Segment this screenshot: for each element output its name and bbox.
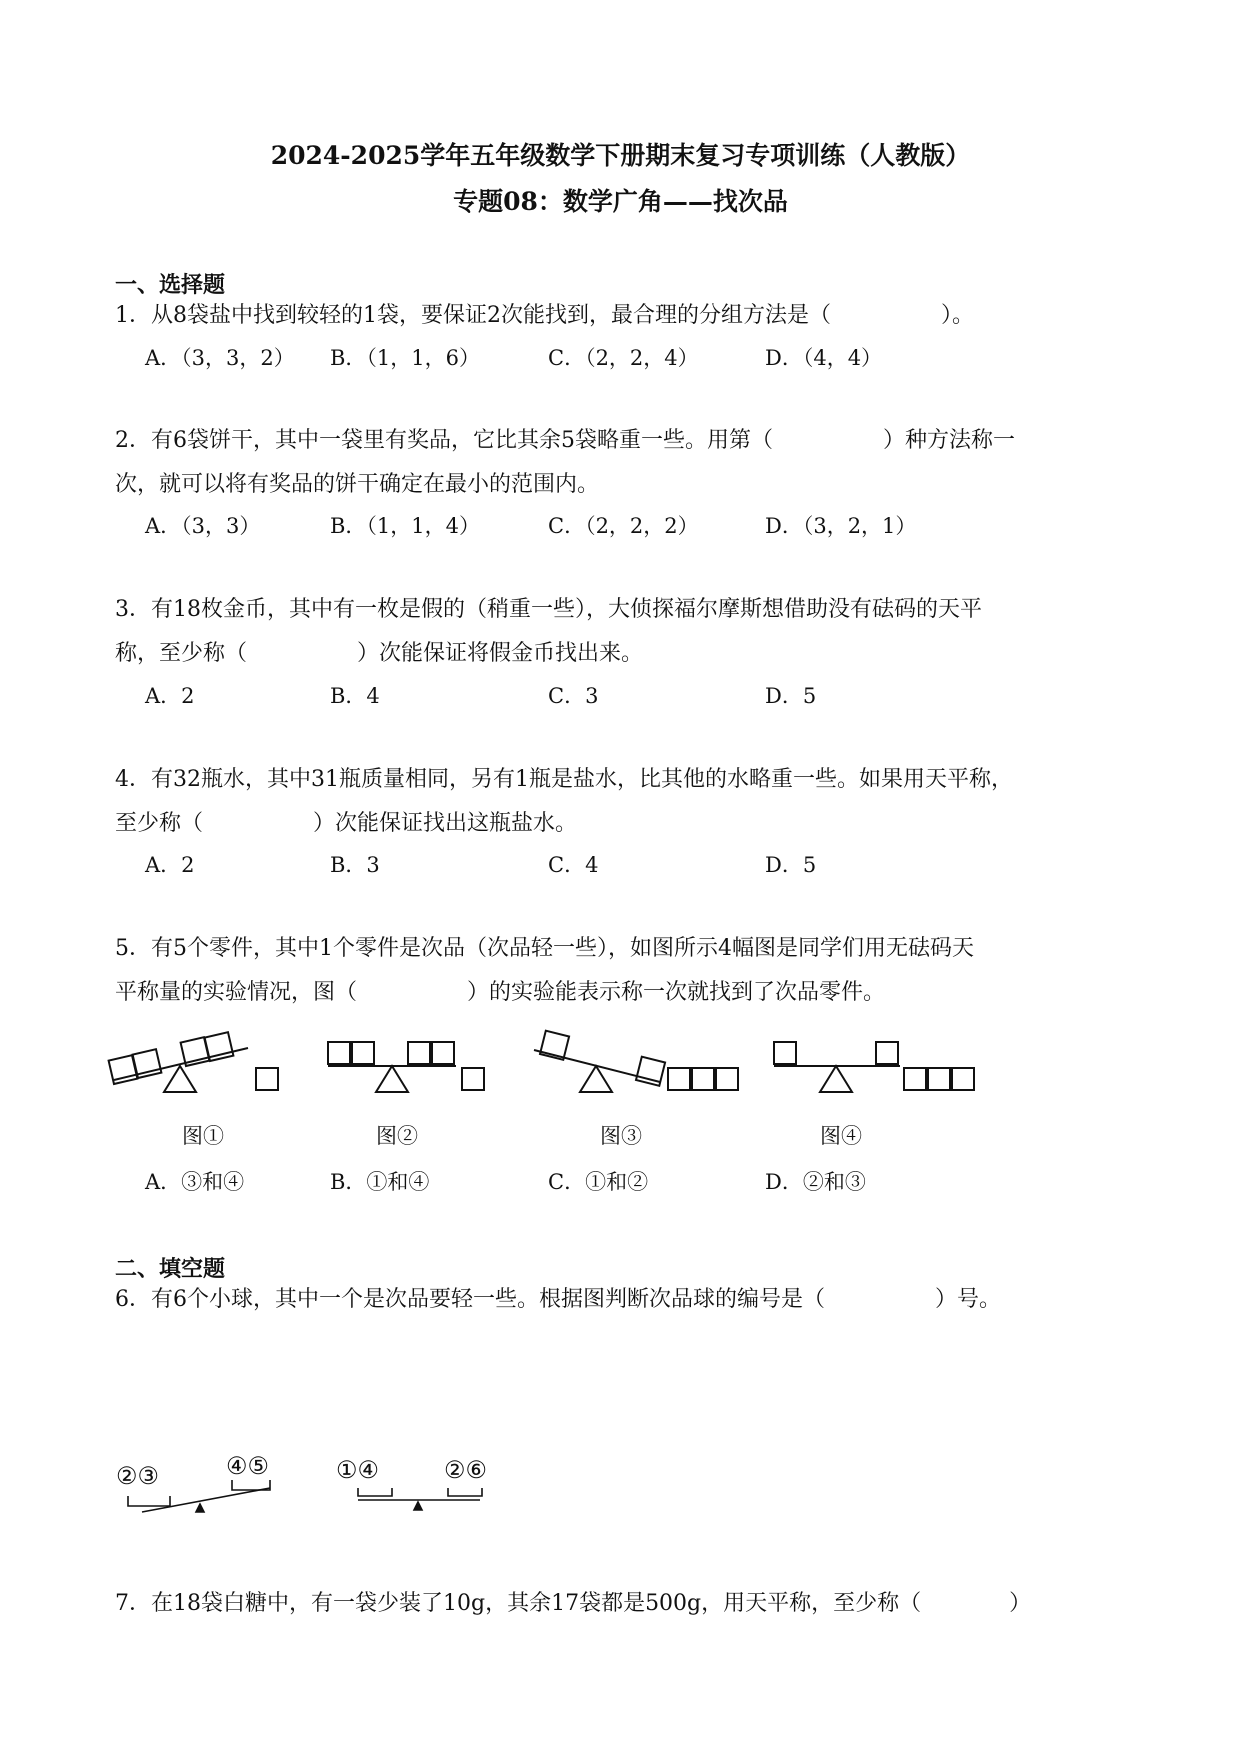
q1-option-d: D．（4，4）: [765, 346, 883, 370]
q5-option-a: A．③和④: [145, 1170, 245, 1194]
question-4-line1: 4．有32瓶水，其中31瓶质量相同，另有1瓶是盐水，比其他的水略重一些。如果用天平称，: [115, 767, 1013, 792]
question-4-line2: 至少称（ ）次能保证找出这瓶盐水。: [115, 811, 578, 836]
q3-option-a: A．2: [145, 684, 195, 708]
q3-option-c: C．3: [548, 684, 599, 708]
question-3-line2: 称，至少称（ ）次能保证将假金币找出来。: [115, 641, 644, 666]
q2-option-b: B．（1，1，4）: [330, 514, 481, 538]
q3-option-d: D．5: [765, 684, 817, 708]
question-6-text: 6．有6个小球，其中一个是次品要轻一些。根据图判断次品球的编号是（ ）号。: [115, 1287, 1001, 1312]
question-5-line1: 5．有5个零件，其中1个零件是次品（次品轻一些），如图所示4幅图是同学们用无砝码天: [115, 936, 974, 961]
q4-option-d: D．5: [765, 853, 817, 877]
q1-option-a: A．（3，3，2）: [145, 346, 295, 370]
q1-option-b: B．（1，1，6）: [330, 346, 481, 370]
section-heading-fill-blank: 二、填空题: [115, 1256, 226, 1282]
q2-option-a: A．（3，3）: [145, 514, 261, 538]
q2-option-c: C．（2，2，2）: [548, 514, 699, 538]
figure-1-caption: 图①: [182, 1124, 224, 1148]
q6-balance-1-right-balls: ④⑤: [226, 1452, 270, 1480]
question-2-line1: 2．有6袋饼干，其中一袋里有奖品，它比其余5袋略重一些。用第（ ）种方法称一: [115, 428, 1015, 453]
q2-option-d: D．（3，2，1）: [765, 514, 917, 538]
question-5-line2: 平称量的实验情况，图（ ）的实验能表示称一次就找到了次品零件。: [115, 980, 886, 1005]
q6-balance-2-right-balls: ②⑥: [444, 1456, 488, 1484]
question-3-line1: 3．有18枚金币，其中有一枚是假的（稍重一些），大侦探福尔摩斯想借助没有砝码的天平: [115, 597, 982, 622]
q4-option-c: C．4: [548, 853, 599, 877]
figure-4-caption: 图④: [820, 1124, 862, 1148]
question-1-text: 1．从8袋盐中找到较轻的1袋，要保证2次能找到，最合理的分组方法是（ ）。: [115, 303, 974, 328]
document-title: 2024-2025学年五年级数学下册期末复习专项训练（人教版）: [270, 141, 971, 170]
q5-option-b: B．①和④: [330, 1170, 430, 1194]
q4-option-a: A．2: [145, 853, 195, 877]
q3-option-b: B．4: [330, 684, 380, 708]
document-subtitle: 专题08：数学广角——找次品: [453, 187, 788, 216]
q4-option-b: B．3: [330, 853, 380, 877]
q6-balance-2: [358, 1488, 482, 1510]
q5-option-d: D．②和③: [765, 1170, 866, 1194]
figure-3-caption: 图③: [600, 1124, 642, 1148]
question-7-text: 7．在18袋白糖中，有一袋少装了10g，其余17袋都是500g，用天平称，至少称（ ）: [115, 1591, 1032, 1616]
question-2-line2: 次，就可以将有奖品的饼干确定在最小的范围内。: [115, 472, 600, 497]
section-heading-choice: 一、选择题: [115, 272, 226, 298]
figure-2-caption: 图②: [376, 1124, 418, 1148]
q5-option-c: C．①和②: [548, 1170, 649, 1194]
q1-option-c: C．（2，2，4）: [548, 346, 699, 370]
q6-balance-1-left-balls: ②③: [116, 1462, 160, 1490]
q6-balance-2-left-balls: ①④: [336, 1456, 380, 1484]
